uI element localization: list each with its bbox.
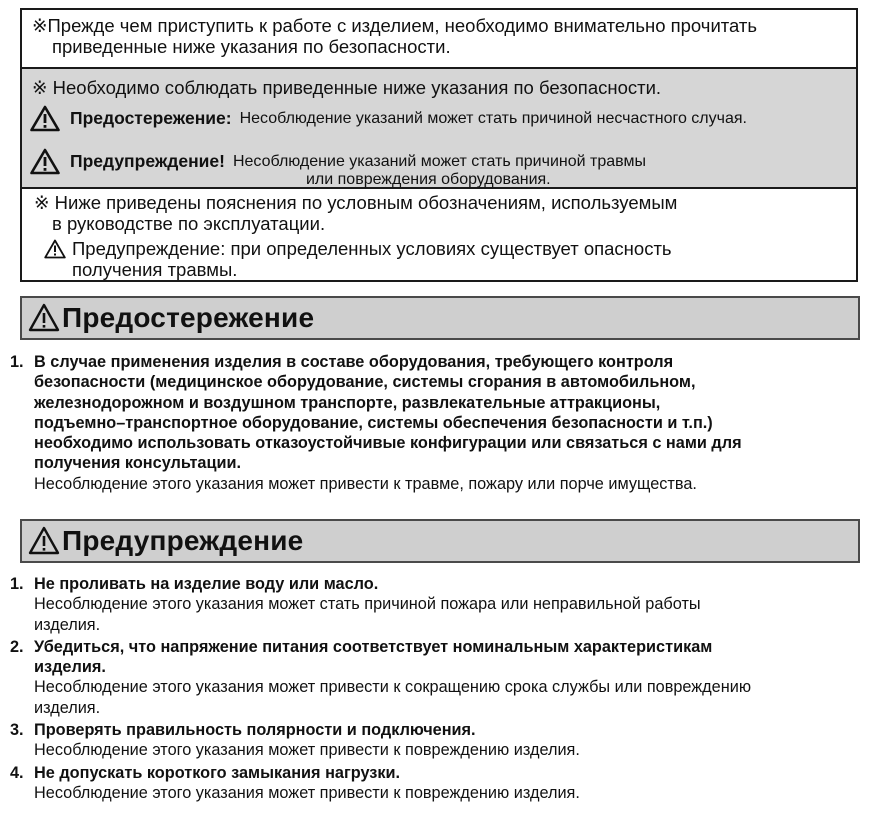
safety-notice-box — [20, 8, 858, 282]
caution-item — [10, 352, 860, 494]
item-number: 2. — [10, 637, 24, 656]
intro-line-1: ※Прежде чем приступить к работе с изделием, необходимо внимательно прочитать — [32, 15, 758, 36]
warning-triangle-icon — [44, 239, 66, 259]
warning-text — [233, 153, 646, 189]
item-consequence: Несоблюдение этого указания может привести к повреждению изделия. — [34, 741, 580, 760]
symbol-line-1: Предупреждение: при определенных условиях существует опасность — [72, 238, 672, 259]
warning-item — [10, 763, 860, 804]
item-instruction: железнодорожном и воздушном транспорте, развлекательные аттракционы, — [34, 393, 661, 412]
item-consequence: Несоблюдение этого указания может привести к повреждению изделия. — [34, 783, 580, 802]
item-instruction: безопасности (медицинское оборудование, системы сгорания в автомобильном, — [34, 373, 696, 392]
item-consequence: изделия. — [34, 698, 101, 717]
symbols-line-2: в руководстве по эксплуатации. — [52, 213, 326, 234]
warning-banner — [20, 519, 860, 563]
item-consequence: Несоблюдение этого указания может привести к сокращению срока службы или повреждению — [34, 678, 752, 697]
warning-text-line-2: или повреждения оборудования. — [305, 171, 551, 188]
item-instruction: Не допускать короткого замыкания нагрузки. — [34, 763, 401, 782]
symbol-line-2: получения травмы. — [72, 259, 238, 280]
item-number: 4. — [10, 763, 24, 782]
item-number: 1. — [10, 575, 24, 593]
intro-notice — [22, 10, 856, 67]
intro-line-2: приведенные ниже указания по безопасности. — [52, 36, 451, 57]
item-consequence: Несоблюдение этого указания может стать причиной пожара или неправильной работы — [34, 595, 701, 614]
warning-item — [10, 574, 860, 635]
caution-text: Несоблюдение указаний может стать причиной несчастного случая. — [239, 110, 747, 127]
item-instruction: необходимо использовать отказоустойчивые конфигурации или связаться с нами для — [34, 434, 742, 453]
item-instruction: В случае применения изделия в составе оборудования, требующего контроля — [34, 353, 674, 371]
caution-row — [30, 105, 747, 132]
warning-triangle-icon — [28, 526, 60, 556]
item-consequence: изделия. — [34, 615, 101, 634]
symbols-line-1: ※ Ниже приведены пояснения по условным обозначениям, используемым — [34, 192, 678, 213]
warning-triangle-icon — [30, 148, 60, 175]
item-instruction: Проверять правильность полярности и подключения. — [34, 721, 476, 740]
caution-list — [10, 352, 860, 494]
item-consequence: Несоблюдение этого указания может привести к травме, пожару или порче имущества. — [34, 474, 697, 493]
highlight-note: ※ Необходимо соблюдать приведенные ниже указания по безопасности. — [32, 77, 662, 98]
warning-triangle-icon — [28, 303, 60, 333]
item-number: 3. — [10, 721, 24, 740]
warning-list — [10, 574, 860, 803]
warning-item — [10, 720, 860, 761]
item-instruction: изделия. — [34, 658, 106, 677]
item-instruction: подъемно–транспортное оборудование, системы обеспечения безопасности и т.п.) — [34, 413, 713, 432]
warning-triangle-icon — [30, 105, 60, 132]
caution-title: Предостережение — [62, 302, 315, 333]
caution-banner — [20, 296, 860, 340]
warning-title: Предупреждение — [62, 525, 304, 556]
warning-text-line-1: Несоблюдение указаний может стать причиной травмы — [232, 153, 646, 170]
warning-item — [10, 637, 860, 718]
caution-label: Предостережение: — [70, 108, 232, 128]
symbol-explanation — [44, 238, 856, 280]
item-instruction: Убедиться, что напряжение питания соответствует номинальным характеристикам — [34, 637, 713, 656]
item-instruction: получения консультации. — [34, 454, 242, 473]
item-number: 1. — [10, 353, 24, 371]
item-instruction: Не проливать на изделие воду или масло. — [34, 575, 379, 593]
warning-row — [30, 148, 646, 189]
warning-label: Предупреждение! — [70, 151, 225, 171]
highlight-notice — [22, 67, 856, 189]
symbols-notice — [22, 189, 856, 282]
